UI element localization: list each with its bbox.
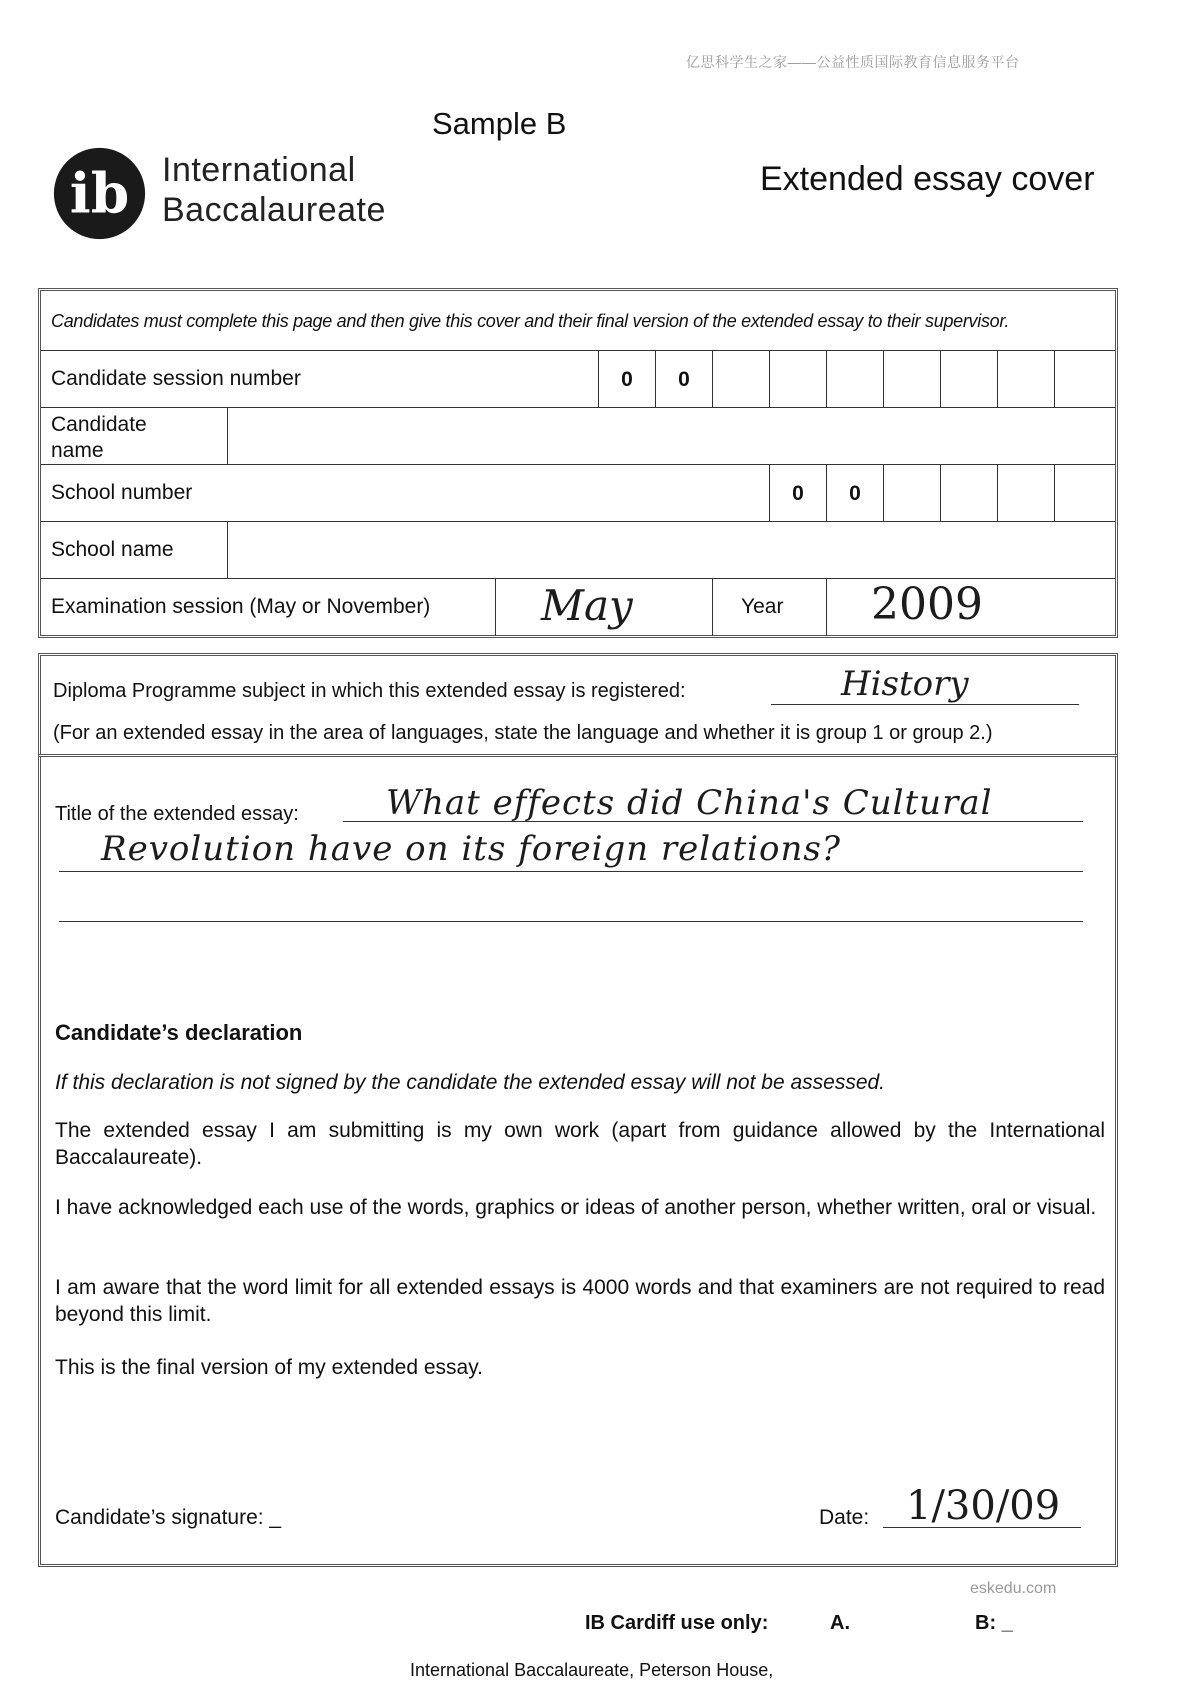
year-divider-right [826, 579, 827, 636]
school-number-label: School number [51, 481, 193, 504]
svg-text:ib: ib [69, 160, 130, 226]
language-note: (For an extended essay in the area of languages, state the language and whether it is group 1 or group 2.) [53, 722, 993, 744]
session-digit[interactable] [769, 351, 826, 408]
candidate-name-divider [227, 408, 228, 465]
cardiff-b: B: _ [975, 1612, 1013, 1634]
essay-title-line1[interactable]: What effects did China's Cultural [386, 783, 993, 823]
exam-session-row [41, 578, 1115, 636]
declaration-warning: If this declaration is not signed by the candidate the extended essay will not be assessed. [55, 1071, 886, 1094]
year-value[interactable]: 2009 [871, 579, 983, 630]
instructions-text: Candidates must complete this page and then give this cover and their final version of the extended essay to their supervisor. [51, 311, 1010, 331]
school-digit[interactable] [1054, 465, 1112, 522]
address-line: International Baccalaureate, Peterson House, [410, 1660, 774, 1680]
school-name-label: School name [51, 538, 174, 561]
eskedu-watermark: eskedu.com [970, 1580, 1057, 1597]
cardiff-label: IB Cardiff use only: [585, 1612, 769, 1634]
session-digit[interactable] [883, 351, 940, 408]
title-declaration-box [38, 754, 1118, 1567]
candidate-name-label [51, 412, 147, 464]
subject-box [38, 653, 1118, 757]
school-name-divider [227, 522, 228, 579]
candidate-info-box [38, 288, 1118, 638]
session-digit[interactable]: 0 [598, 351, 655, 408]
school-name-field[interactable] [229, 522, 1115, 579]
year-divider-left [712, 579, 713, 636]
ib-wordmark-line2: Baccalaureate [162, 191, 386, 229]
school-digit[interactable] [940, 465, 997, 522]
session-number-label: Candidate session number [51, 367, 301, 390]
candidate-name-label-line1: Candidate [51, 413, 147, 436]
watermark-text: 亿思科学生之家——公益性质国际教育信息服务平台 [686, 54, 1020, 70]
signature-label: Candidate’s signature: _ [55, 1506, 282, 1529]
declaration-heading: Candidate’s declaration [55, 1020, 303, 1045]
session-digit[interactable] [1054, 351, 1112, 408]
title-underline-3 [59, 917, 1083, 922]
session-digit[interactable]: 0 [655, 351, 712, 408]
sample-label: Sample B [432, 106, 567, 141]
ib-wordmark [162, 150, 386, 230]
session-number-row [41, 350, 1115, 408]
essay-title-line2[interactable]: Revolution have on its foreign relations? [101, 829, 842, 869]
date-label: Date: [819, 1506, 870, 1529]
ib-logo-icon [52, 146, 147, 241]
school-digit[interactable] [997, 465, 1054, 522]
school-digit[interactable]: 0 [769, 465, 826, 522]
subject-label: Diploma Programme subject in which this extended essay is registered: [53, 680, 686, 702]
school-digit[interactable]: 0 [826, 465, 883, 522]
session-digit[interactable] [997, 351, 1054, 408]
school-name-row [41, 521, 1115, 579]
subject-value[interactable]: History [841, 664, 969, 704]
session-digit[interactable] [712, 351, 769, 408]
document-title: Extended essay cover [760, 160, 1095, 198]
candidate-name-label-line2: name [51, 439, 104, 462]
declaration-p3: I am aware that the word limit for all extended essays is 4000 words and that examiners are not required to read beyond this limit. [55, 1276, 1105, 1326]
exam-session-value[interactable]: May [541, 581, 633, 630]
declaration-p2: I have acknowledged each use of the words, graphics or ideas of another person, whether written, oral or visual. [55, 1196, 1097, 1219]
declaration-p4: This is the final version of my extended essay. [55, 1356, 483, 1379]
session-digit[interactable] [826, 351, 883, 408]
declaration-p1: The extended essay I am submitting is my own work (apart from guidance allowed by the International Baccalaureate). [55, 1119, 1105, 1169]
cardiff-a: A. [830, 1612, 850, 1634]
school-number-row [41, 464, 1115, 522]
year-label: Year [741, 595, 784, 618]
exam-session-divider [495, 579, 496, 636]
exam-session-label: Examination session (May or November) [51, 595, 431, 618]
candidate-name-row [41, 407, 1115, 465]
date-value[interactable]: 1/30/09 [906, 1483, 1061, 1529]
candidate-name-field[interactable] [229, 408, 1115, 465]
essay-title-label: Title of the extended essay: [55, 803, 299, 825]
school-digit[interactable] [883, 465, 940, 522]
school-number-grid[interactable] [769, 465, 1115, 522]
ib-wordmark-line1: International [162, 151, 356, 189]
session-number-grid[interactable] [598, 351, 1115, 408]
session-digit[interactable] [940, 351, 997, 408]
